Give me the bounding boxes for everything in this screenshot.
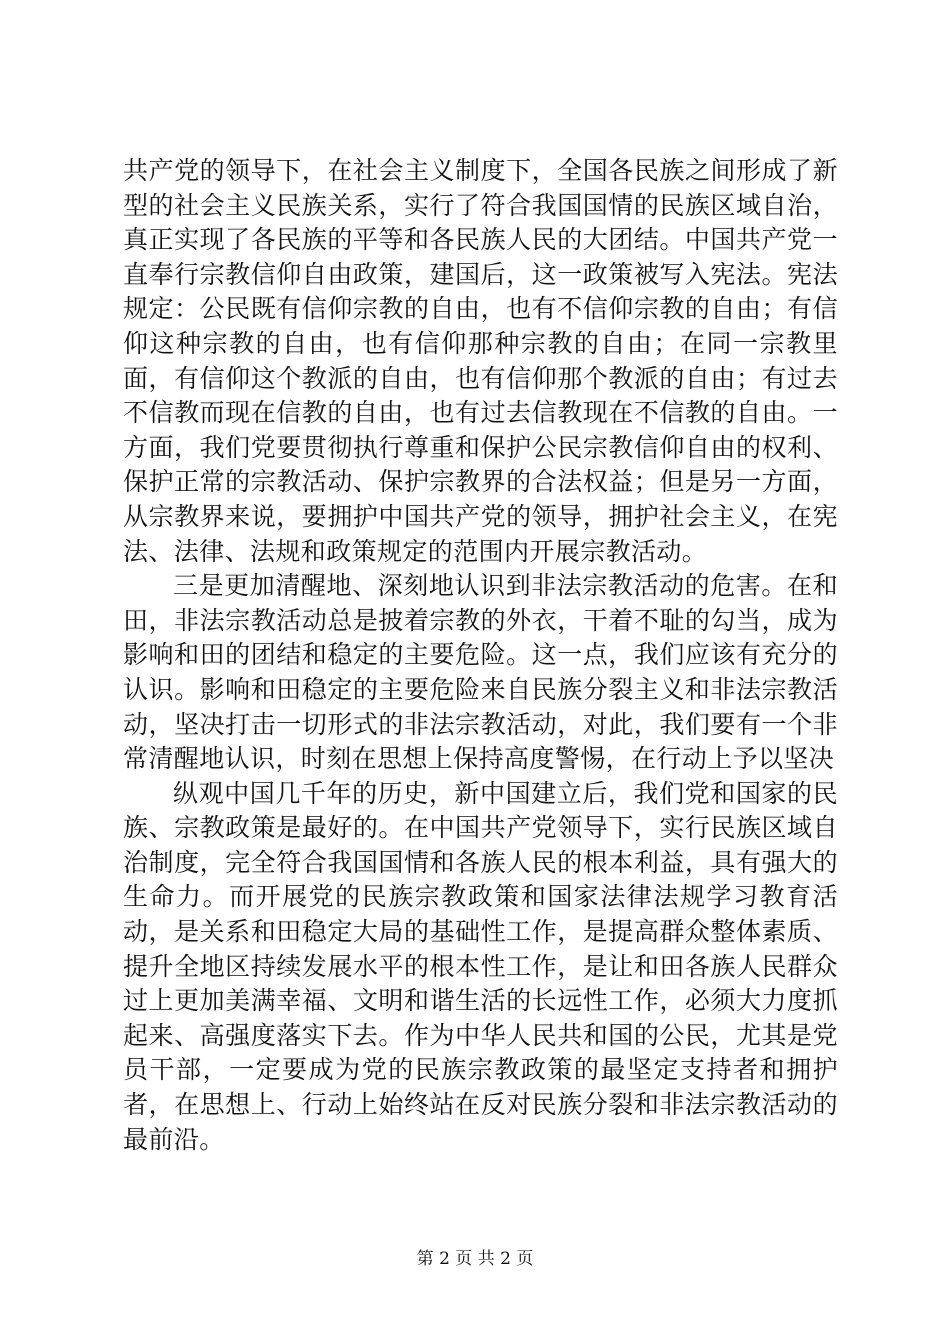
paragraph-continued: 共产党的领导下，在社会主义制度下，全国各民族之间形成了新型的社会主义民族关系，实行了符合我国国情的民族区域自治，真正实现了各民族的平等和各民族人民的大团结。中国共产党一直奉行宗教信仰自由政策，建国后，这一政策被写入宪法。宪法规定：公民既有信仰宗教的自由，也有不信仰宗教的自由；有信仰这种宗教的自由，也有信仰那种宗教的自由；在同一宗教里面，有信仰这个教派的自由，也有信仰那个教派的自由；有过去不信教而现在信教的自由，也有过去信教现在不信教的自由。一方面，我们党要贯彻执行尊重和保护公民宗教信仰自由的权利、保护正常的宗教活动、保护宗教界的合法权益；但是另一方面，从宗教界来说，要拥护中国共产党的领导，拥护社会主义，在宪法、法律、法规和政策规定的范围内开展宗教活动。 xyxy=(123,156,838,566)
document-body xyxy=(123,154,838,1157)
paragraph-policy-summary: 纵观中国几千年的历史，新中国建立后，我们党和国家的民族、宗教政策是最好的。在中国共产党领导下，实行民族区域自治制度，完全符合我国国情和各族人民的根本利益，具有强大的生命力。而开展党的民族宗教政策和国家法律法规学习教育活动，是关系和田稳定大局的基础性工作，是提高群众整体素质、提升全地区持续发展水平的根本性工作，是让和田各族人民群众过上更加美满幸福、文明和谐生活的长远性工作，必须大力度抓起来、高强度落实下去。作为中华人民共和国的公民，尤其是党员干部，一定要成为党的民族宗教政策的最坚定支持者和拥护者，在思想上、行动上始终站在反对民族分裂和非法宗教活动的最前沿。 xyxy=(123,778,838,1154)
paragraph-illegal-religion: 三是更加清醒地、深刻地认识到非法宗教活动的危害。在和田，非法宗教活动总是披着宗教的外衣，干着不耻的勾当，成为影响和田的团结和稳定的主要危险。这一点，我们应该有充分的认识。影响和田稳定的主要危险来自民族分裂主义和非法宗教活动，坚决打击一切形式的非法宗教活动，对此，我们要有一个非常清醒地认识，时刻在思想上保持高度警惕，在行动上予以坚决 xyxy=(123,571,838,774)
page-number-footer: 第 2 页 共 2 页 xyxy=(416,1249,534,1269)
